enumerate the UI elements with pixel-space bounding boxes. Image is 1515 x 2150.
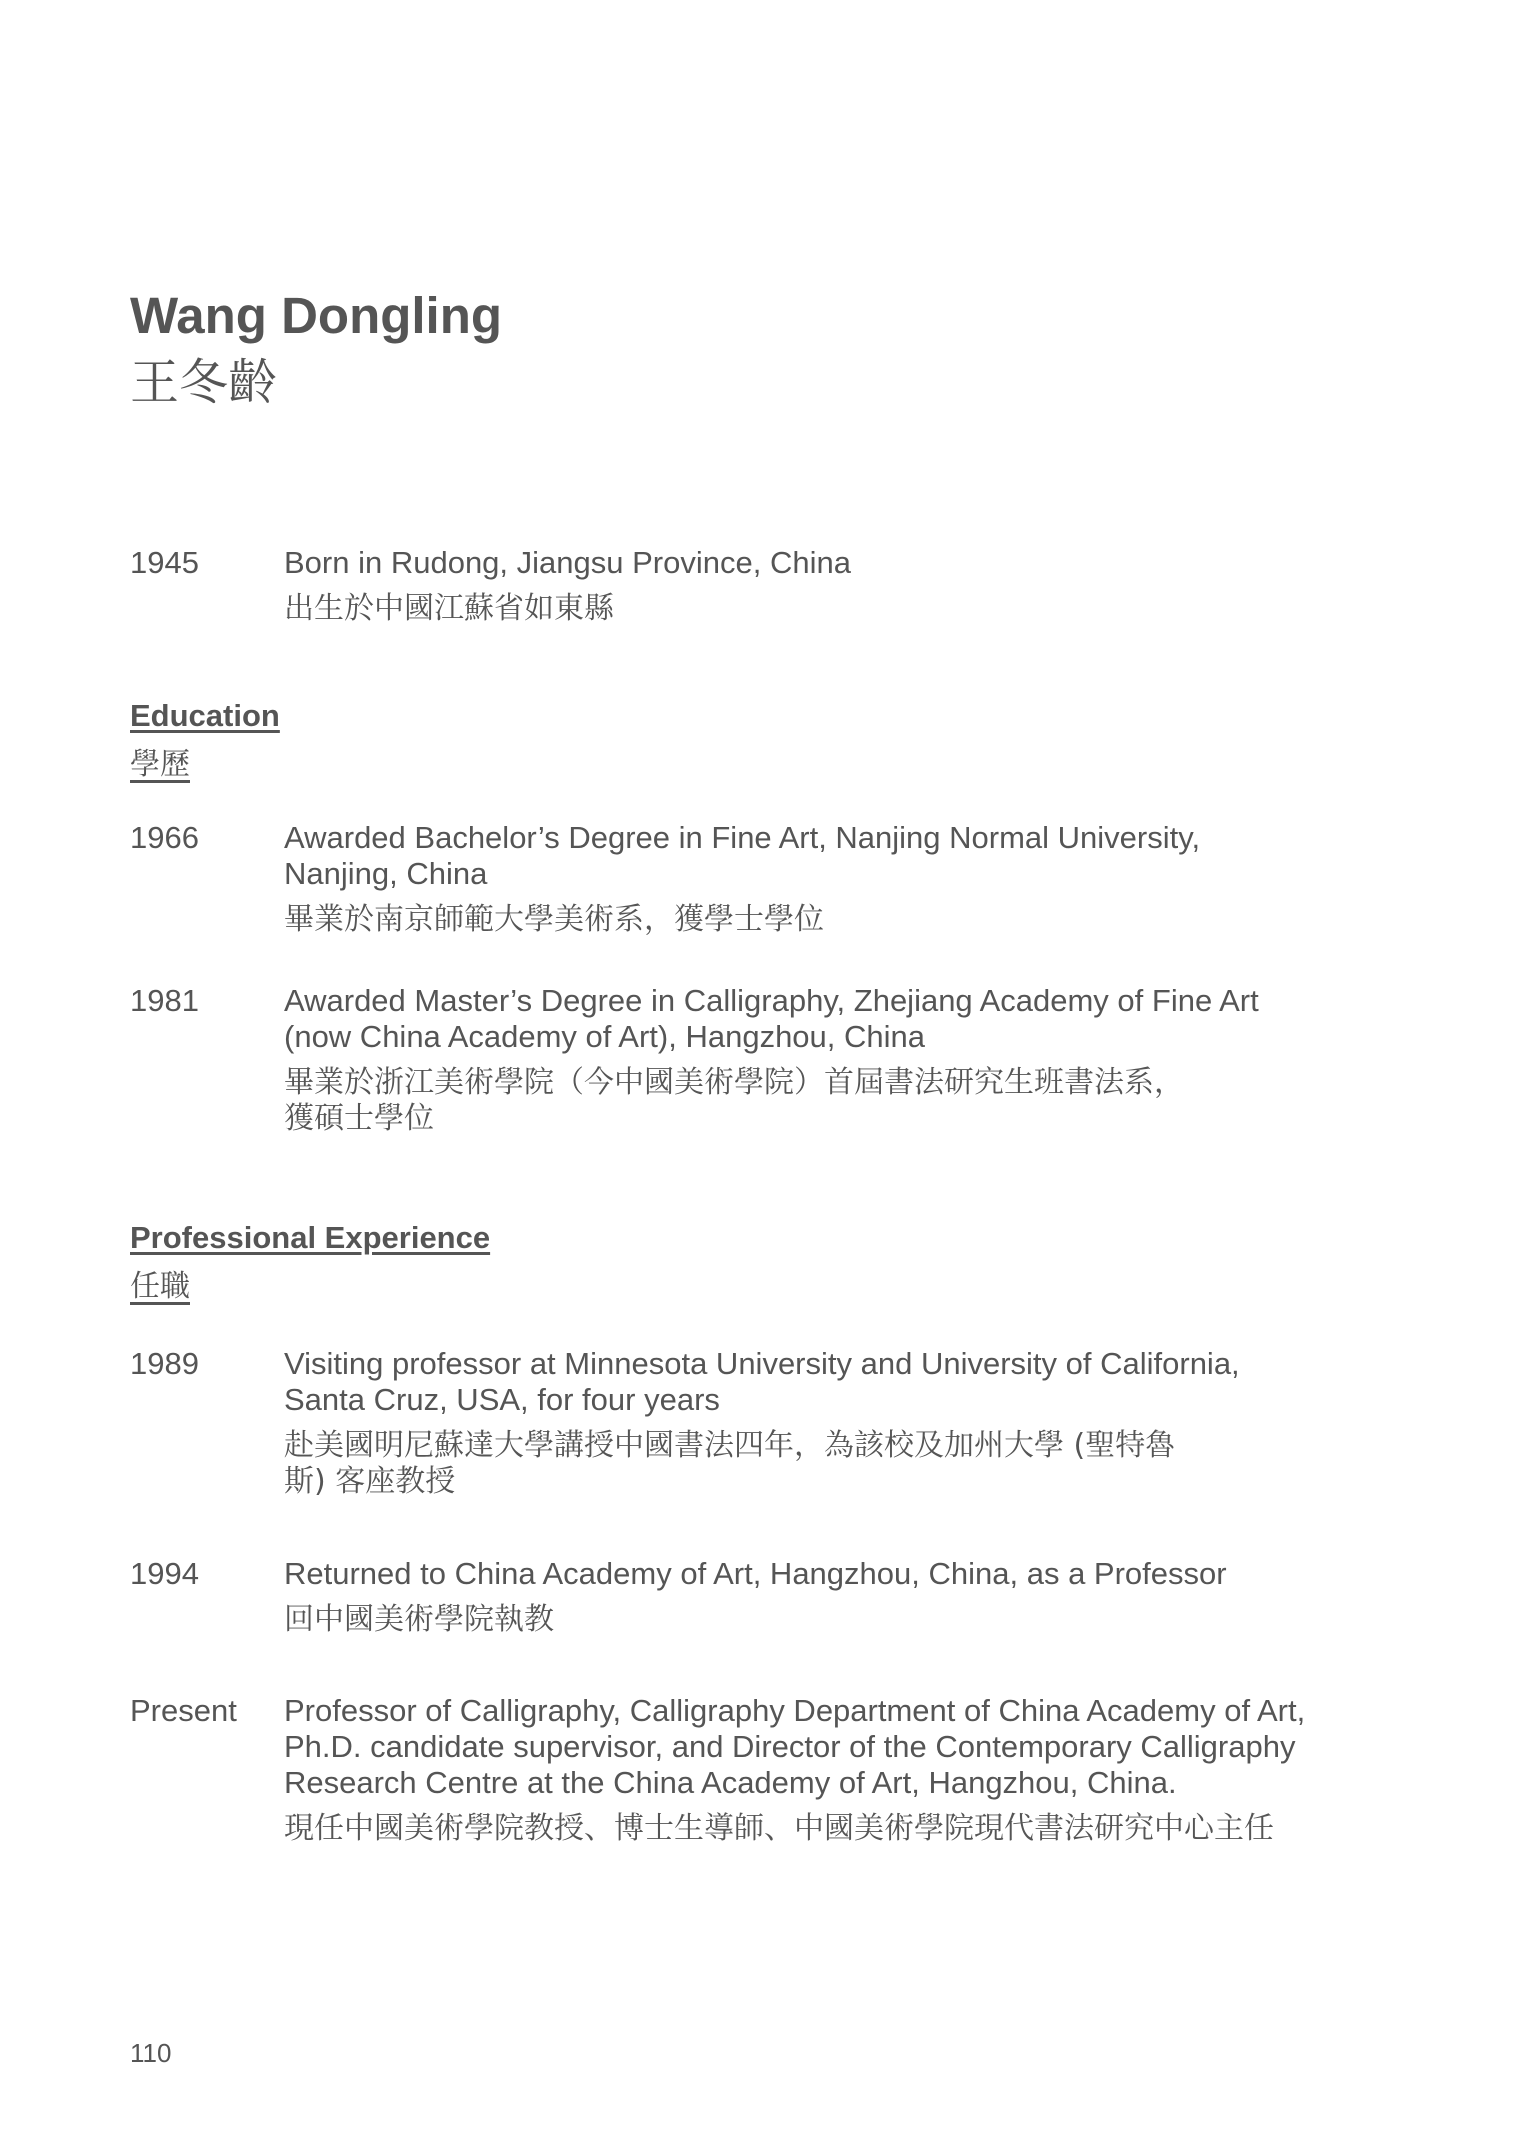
entry-text-english: (now China Academy of Art), Hangzhou, China	[284, 1019, 926, 1054]
artist-name-chinese: 王冬齡	[130, 354, 278, 411]
entry-body	[284, 820, 1514, 938]
entry-text-chinese: 畢業於浙江美術學院（今中國美術學院）首屆書法研究生班書法系，	[284, 1065, 1184, 1100]
experience-heading: Professional Experience	[130, 1220, 491, 1255]
entry-text-english: Born in Rudong, Jiangsu Province, China	[284, 545, 851, 580]
entry-text-english: Visiting professor at Minnesota University and University of California,	[284, 1346, 1240, 1381]
entry-text-chinese: 獲碩士學位	[284, 1101, 434, 1136]
entry-text-english: Research Centre at the China Academy of Art, Hangzhou, China.	[284, 1765, 1177, 1800]
entry-year: 1966	[130, 820, 199, 855]
entry-year: 1981	[130, 983, 199, 1018]
entry-year: 1989	[130, 1346, 199, 1381]
entry-year: Present	[130, 1693, 237, 1728]
entry-body	[284, 1556, 1514, 1638]
education-heading: Education	[130, 698, 280, 733]
entry-text-english: Awarded Master’s Degree in Calligraphy, Zhejiang Academy of Fine Art	[284, 983, 1259, 1018]
entry-text-chinese: 出生於中國江蘇省如東縣	[284, 591, 614, 626]
entry-text-english: Nanjing, China	[284, 856, 488, 891]
entry-text-chinese: 回中國美術學院執教	[284, 1602, 554, 1637]
entry-text-english: Ph.D. candidate supervisor, and Director of the Contemporary Calligraphy	[284, 1729, 1296, 1764]
page-number: 110	[130, 2038, 172, 2068]
experience-heading-chinese: 任職	[130, 1269, 190, 1304]
entry-text-chinese: 畢業於南京師範大學美術系，獲學士學位	[284, 902, 824, 937]
entry-text-english: Awarded Bachelor’s Degree in Fine Art, Nanjing Normal University,	[284, 820, 1201, 855]
entry-body	[284, 545, 1514, 627]
entry-text-english: Professor of Calligraphy, Calligraphy Department of China Academy of Art,	[284, 1693, 1306, 1728]
entry-year: 1994	[130, 1556, 199, 1591]
entry-body	[284, 1693, 1514, 1847]
education-heading-chinese: 學歷	[130, 747, 190, 782]
entry-body	[284, 983, 1514, 1137]
entry-text-chinese: 現任中國美術學院教授、博士生導師、中國美術學院現代書法研究中心主任	[284, 1811, 1274, 1846]
entry-text-chinese: 斯) 客座教授	[284, 1464, 456, 1499]
entry-text-english: Returned to China Academy of Art, Hangzhou, China, as a Professor	[284, 1556, 1227, 1591]
entry-body	[284, 1346, 1514, 1500]
artist-name-english: Wang Dongling	[130, 287, 503, 344]
entry-year: 1945	[130, 545, 199, 580]
entry-text-chinese: 赴美國明尼蘇達大學講授中國書法四年，為該校及加州大學 (聖特魯	[284, 1428, 1176, 1463]
entry-text-english: Santa Cruz, USA, for four years	[284, 1382, 720, 1417]
